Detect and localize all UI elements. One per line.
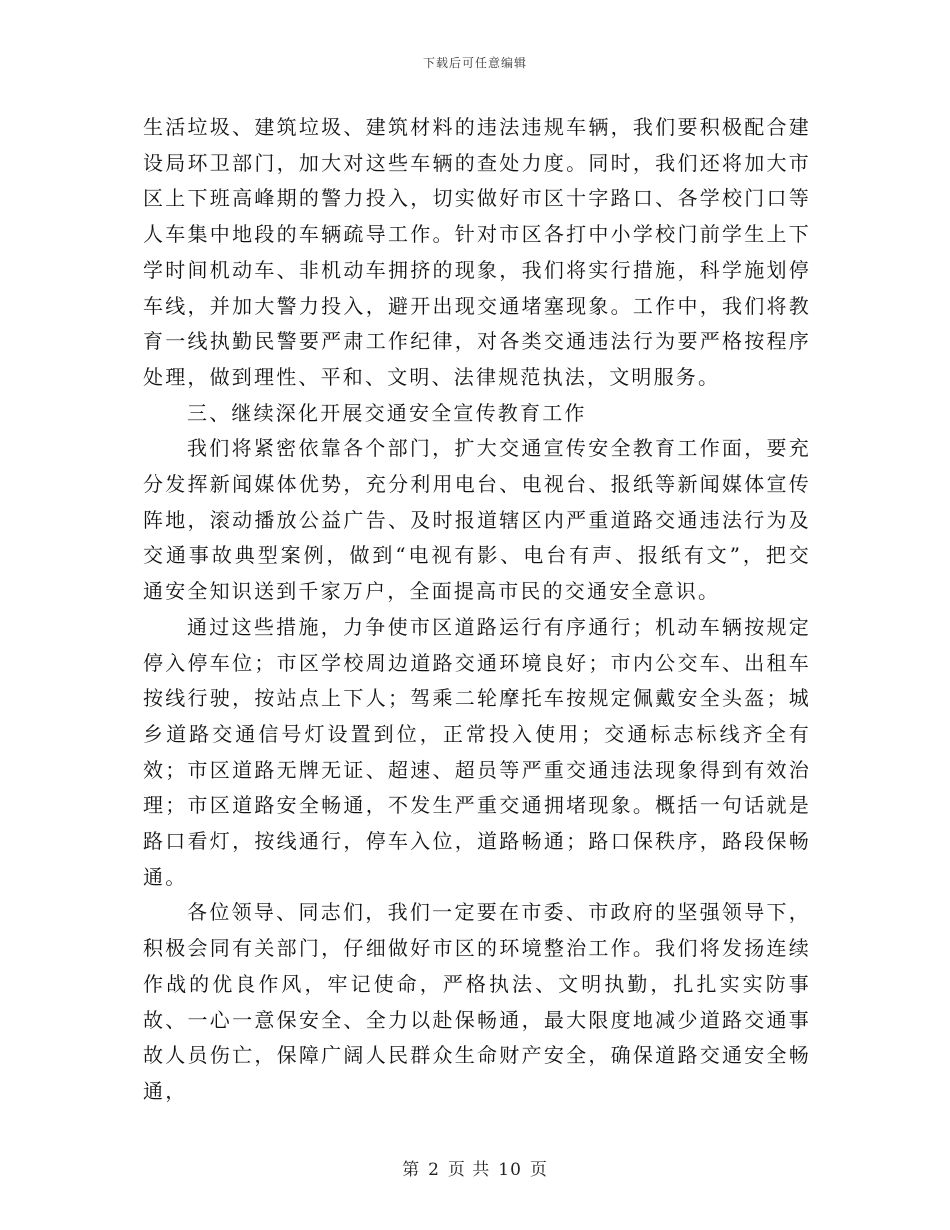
page-middle: 页 共 (447, 1160, 491, 1180)
paragraph-publicity: 我们将紧密依靠各个部门，扩大交通宣传安全教育工作面，要充分发挥新闻媒体优势，充分利用电台、电视台、报纸等新闻媒体宣传阵地，滚动播放公益广告、及时报道辖区内严重道路交通违法行为及交通事故典型案例，做到“电视有影、电台有声、报纸有文”，把交通安全知识送到千家万户，全面提高市民的交通安全意识。 (143, 436, 811, 604)
paragraph-continuation: 生活垃圾、建筑垃圾、建筑材料的违法违规车辆，我们要积极配合建设局环卫部门，加大对这些车辆的查处力度。同时，我们还将加大市区上下班高峰期的警力投入，切实做好市区十字路口、各学校门口等人车集中地段的车辆疏导工作。针对市区各打中小学校门前学生上下学时间机动车、非机动车拥挤的现象，我们将实行措施，科学施划停车线，并加大警力投入，避开出现交通堵塞现象。工作中，我们将教育一线执勤民警要严肃工作纪律，对各类交通违法行为要严格按程序处理，做到理性、平和、文明、法律规范执法，文明服务。 (143, 115, 811, 389)
page-suffix: 页 (529, 1160, 548, 1180)
page-footer (0, 1155, 950, 1180)
header-note: 下载后可任意编辑 (422, 56, 527, 70)
section-heading: 三、继续深化开展交通安全宣传教育工作 (187, 400, 587, 425)
page-prefix: 第 (402, 1160, 421, 1180)
paragraph-closing: 各位领导、同志们，我们一定要在市委、市政府的坚强领导下，积极会同有关部门，仔细做好市区的环境整治工作。我们将发扬连续作战的优良作风，牢记使命，严格执法、文明执勤，扎扎实实防事故、一心一意保安全、全力以赴保畅通，最大限度地减少道路交通事故人员伤亡，保障广阔人民群众生命财产安全，确保道路交通安全畅通， (143, 900, 811, 1103)
page-total: 10 (498, 1160, 522, 1180)
document-body (143, 110, 811, 1110)
page-number: 2 (428, 1160, 440, 1180)
paragraph-measures: 通过这些措施，力争使市区道路运行有序通行；机动车辆按规定停入停车位；市区学校周边道路交通环境良好；市内公交车、出租车按线行驶，按站点上下人；驾乘二轮摩托车按规定佩戴安全头盔；城乡道路交通信号灯设置到位，正常投入使用；交通标志标线齐全有效；市区道路无牌无证、超速、超员等严重交通违法现象得到有效治理；市区道路安全畅通，不发生严重交通拥堵现象。概括一句话就是路口看灯，按线通行，停车入位，道路畅通；路口保秩序，路段保畅通。 (143, 614, 811, 889)
